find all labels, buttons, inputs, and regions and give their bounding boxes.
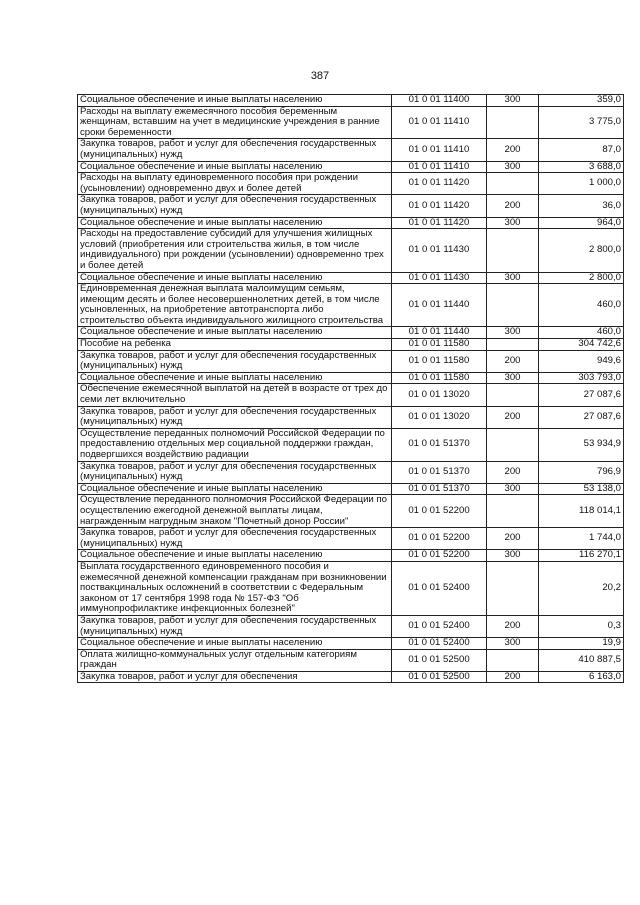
row-name-cell: Социальное обеспечение и иные выплаты населению [78,161,392,173]
row-type-cell: 200 [487,195,539,217]
row-code-cell: 01 0 01 51370 [392,483,487,495]
table-row [78,483,624,495]
row-type-cell [487,284,539,327]
table-row [78,550,624,562]
row-code-cell: 01 0 01 51370 [392,428,487,461]
table-row [78,495,624,528]
row-code-cell: 01 0 01 11440 [392,284,487,327]
row-type-cell: 300 [487,550,539,562]
row-code-cell: 01 0 01 52500 [392,649,487,671]
row-code-cell: 01 0 01 11420 [392,195,487,217]
table-row [78,95,624,107]
row-type-cell: 300 [487,161,539,173]
row-amount-cell: 53 934,9 [539,428,624,461]
row-code-cell: 01 0 01 52200 [392,495,487,528]
row-name-cell: Социальное обеспечение и иные выплаты населению [78,95,392,107]
table-row [78,528,624,550]
page-number: 387 [310,70,330,82]
table-row [78,350,624,372]
row-name-cell: Социальное обеспечение и иные выплаты населению [78,372,392,384]
row-code-cell: 01 0 01 52400 [392,561,487,615]
row-amount-cell: 53 138,0 [539,483,624,495]
table-row [78,615,624,637]
row-name-cell: Закупка товаров, работ и услуг для обеспечения государственных (муниципальных) нужд [78,350,392,372]
row-name-cell: Социальное обеспечение и иные выплаты населению [78,272,392,284]
row-amount-cell: 304 742,6 [539,339,624,351]
row-amount-cell: 118 014,1 [539,495,624,528]
row-name-cell: Обеспечение ежемесячной выплатой на детей в возрасте от трех до семи лет включительно [78,384,392,406]
row-type-cell: 200 [487,139,539,161]
row-code-cell: 01 0 01 51370 [392,461,487,483]
row-type-cell: 300 [487,217,539,229]
row-code-cell: 01 0 01 11410 [392,139,487,161]
row-type-cell: 300 [487,272,539,284]
row-amount-cell: 949,6 [539,350,624,372]
row-amount-cell: 796,9 [539,461,624,483]
row-amount-cell: 460,0 [539,284,624,327]
row-code-cell: 01 0 01 11580 [392,372,487,384]
row-name-cell: Единовременная денежная выплата малоимущим семьям, имеющим десять и более несовершеннолетних детей, в том числе усыновленных, на приобретение автотранспорта либо строительство объекта индивидуального жилищного строительства [78,284,392,327]
row-name-cell: Осуществление переданных полномочий Российской Федерации по предоставлению отдельных мер социальной поддержки граждан, подвергшихся воздействию радиации [78,428,392,461]
row-code-cell: 01 0 01 11580 [392,350,487,372]
row-name-cell: Социальное обеспечение и иные выплаты населению [78,550,392,562]
row-amount-cell: 460,0 [539,327,624,339]
row-code-cell: 01 0 01 52400 [392,615,487,637]
row-code-cell: 01 0 01 11430 [392,272,487,284]
row-name-cell: Социальное обеспечение и иные выплаты населению [78,638,392,650]
table-row [78,173,624,195]
table-row [78,428,624,461]
row-amount-cell: 87,0 [539,139,624,161]
row-amount-cell: 6 163,0 [539,671,624,683]
table-row [78,161,624,173]
table-row [78,195,624,217]
table-row [78,372,624,384]
row-amount-cell: 27 087,6 [539,384,624,406]
row-type-cell: 200 [487,671,539,683]
table-row [78,229,624,272]
row-name-cell: Закупка товаров, работ и услуг для обеспечения государственных (муниципальных) нужд [78,528,392,550]
table-row [78,327,624,339]
row-amount-cell: 20,2 [539,561,624,615]
table-row [78,671,624,683]
row-code-cell: 01 0 01 11410 [392,106,487,139]
row-amount-cell: 2 800,0 [539,272,624,284]
table-row [78,272,624,284]
row-type-cell: 200 [487,350,539,372]
row-name-cell: Закупка товаров, работ и услуг для обеспечения государственных (муниципальных) нужд [78,615,392,637]
row-type-cell [487,384,539,406]
row-amount-cell: 27 087,6 [539,406,624,428]
row-amount-cell: 2 800,0 [539,229,624,272]
table-row [78,217,624,229]
row-amount-cell: 1 744,0 [539,528,624,550]
table-row [78,139,624,161]
row-name-cell: Осуществление переданного полномочия Российской Федерации по осуществлению ежегодной денежной выплаты лицам, награжденным нагрудным знаком "Почетный донор России" [78,495,392,528]
row-amount-cell: 964,0 [539,217,624,229]
row-type-cell: 300 [487,95,539,107]
row-amount-cell: 3 688,0 [539,161,624,173]
table-row [78,106,624,139]
row-name-cell: Пособие на ребенка [78,339,392,351]
row-code-cell: 01 0 01 52400 [392,638,487,650]
row-amount-cell: 36,0 [539,195,624,217]
row-name-cell: Закупка товаров, работ и услуг для обеспечения государственных (муниципальных) нужд [78,139,392,161]
row-type-cell: 200 [487,528,539,550]
table-row [78,461,624,483]
row-type-cell: 200 [487,406,539,428]
row-name-cell: Расходы на выплату ежемесячного пособия беременным женщинам, вставшим на учет в медицинские учреждения в ранние сроки беременности [78,106,392,139]
row-amount-cell: 0,3 [539,615,624,637]
row-amount-cell: 19,9 [539,638,624,650]
row-type-cell [487,339,539,351]
row-name-cell: Выплата государственного единовременного пособия и ежемесячной денежной компенсации гражданам при возникновении поствакцинальных осложнений в соответствии с Федеральным законом от 17 сентября 1998 года № 157-ФЗ "Об иммунопрофилактике инфекционных болезней" [78,561,392,615]
row-code-cell: 01 0 01 13020 [392,384,487,406]
row-name-cell: Оплата жилищно-коммунальных услуг отдельным категориям граждан [78,649,392,671]
budget-table-body [78,95,624,683]
row-code-cell: 01 0 01 11410 [392,161,487,173]
row-name-cell: Закупка товаров, работ и услуг для обеспечения [78,671,392,683]
row-type-cell [487,495,539,528]
table-row [78,406,624,428]
row-type-cell [487,649,539,671]
table-row [78,384,624,406]
row-type-cell: 300 [487,638,539,650]
row-type-cell [487,173,539,195]
row-amount-cell: 3 775,0 [539,106,624,139]
row-type-cell: 200 [487,461,539,483]
table-row [78,561,624,615]
row-code-cell: 01 0 01 52200 [392,528,487,550]
row-code-cell: 01 0 01 11430 [392,229,487,272]
budget-table [77,94,624,683]
row-code-cell: 01 0 01 11400 [392,95,487,107]
row-amount-cell: 303 793,0 [539,372,624,384]
row-type-cell: 300 [487,327,539,339]
row-type-cell [487,229,539,272]
row-amount-cell: 1 000,0 [539,173,624,195]
row-type-cell [487,561,539,615]
table-row [78,649,624,671]
row-code-cell: 01 0 01 13020 [392,406,487,428]
row-type-cell: 300 [487,372,539,384]
table-row [78,284,624,327]
row-name-cell: Закупка товаров, работ и услуг для обеспечения государственных (муниципальных) нужд [78,195,392,217]
row-type-cell: 200 [487,615,539,637]
row-type-cell [487,428,539,461]
row-amount-cell: 359,0 [539,95,624,107]
row-code-cell: 01 0 01 52200 [392,550,487,562]
row-code-cell: 01 0 01 11440 [392,327,487,339]
row-type-cell: 300 [487,483,539,495]
table-row [78,339,624,351]
row-code-cell: 01 0 01 11580 [392,339,487,351]
row-name-cell: Закупка товаров, работ и услуг для обеспечения государственных (муниципальных) нужд [78,406,392,428]
row-code-cell: 01 0 01 11420 [392,217,487,229]
row-name-cell: Социальное обеспечение и иные выплаты населению [78,327,392,339]
row-name-cell: Расходы на предоставление субсидий для улучшения жилищных условий (приобретения или строительства жилья, в том числе индивидуального) при рождении (усыновлении) одновременно трех и более детей [78,229,392,272]
row-amount-cell: 410 887,5 [539,649,624,671]
row-code-cell: 01 0 01 52500 [392,671,487,683]
row-amount-cell: 116 270,1 [539,550,624,562]
row-name-cell: Социальное обеспечение и иные выплаты населению [78,483,392,495]
row-name-cell: Социальное обеспечение и иные выплаты населению [78,217,392,229]
row-type-cell [487,106,539,139]
row-name-cell: Расходы на выплату единовременного пособия при рождении (усыновлении) одновременно двух и более детей [78,173,392,195]
row-name-cell: Закупка товаров, работ и услуг для обеспечения государственных (муниципальных) нужд [78,461,392,483]
table-row [78,638,624,650]
row-code-cell: 01 0 01 11420 [392,173,487,195]
